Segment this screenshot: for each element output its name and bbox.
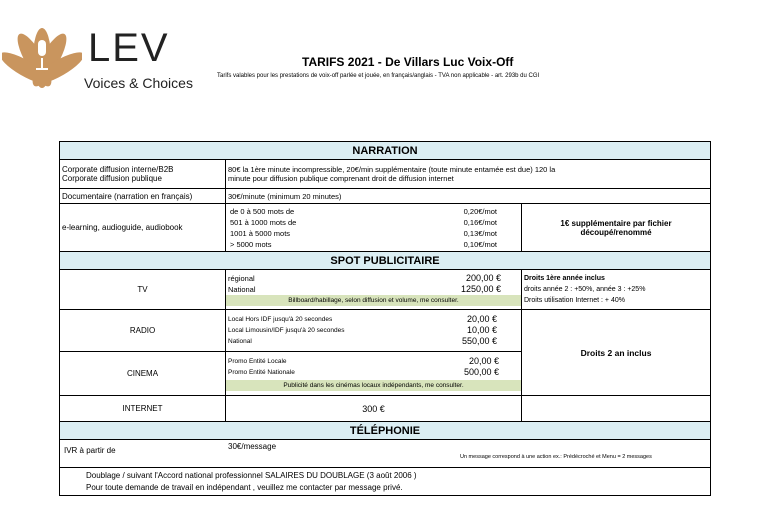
elearning-note: 1€ supplémentaire par fichier découpé/renommé [522, 204, 711, 252]
elearning-tiers [226, 204, 522, 252]
cinema-row-label: Promo Entité Nationale [228, 369, 295, 376]
radio-row-label: Local Limousin/IDF jusqu'à 20 secondes [228, 327, 345, 334]
tier-range: de 0 à 500 mots de [230, 206, 295, 216]
corporate-price [226, 160, 711, 189]
cinema-label: CINEMA [60, 352, 226, 396]
radio-label: RADIO [60, 310, 226, 352]
page-title: TARIFS 2021 - De Villars Luc Voix-Off [302, 55, 514, 69]
documentary-label: Documentaire (narration en français) [60, 189, 226, 204]
cinema-row [226, 356, 521, 367]
documentary-price: 30€/minute (minimum 20 minutes) [226, 189, 711, 204]
footer-cell [60, 468, 711, 496]
tier-row [230, 206, 517, 217]
internet-label: INTERNET [60, 396, 226, 422]
logo [2, 18, 202, 98]
section-spot-heading: SPOT PUBLICITAIRE [60, 252, 711, 270]
tv-rights-internet: Droits utilisation Internet : + 40% [524, 297, 625, 304]
tier-row [230, 217, 517, 228]
tv-row [226, 284, 521, 295]
internet-rights-empty [522, 396, 711, 422]
rights-2yr: Droits 2 an inclus [522, 310, 711, 396]
radio-row-price: 10,00 € [466, 325, 497, 335]
tier-price: 0,13€/mot [463, 228, 497, 238]
tier-price: 0,16€/mot [463, 217, 497, 227]
footer-dubbing: Doublage / suivant l'Accord national professionnel SALAIRES DU DOUBLAGE (3 août 2006 ) [86, 470, 417, 480]
internet-price: 300 € [226, 396, 522, 422]
cinema-row-price: 20,00 € [468, 356, 499, 366]
tv-rights [522, 270, 711, 310]
radio-row-label: Local Hors IDF jusqu'à 20 secondes [228, 316, 333, 323]
logo-tagline: Voices & Choices [84, 75, 193, 91]
tv-row-price: 1250,00 € [460, 284, 501, 294]
tier-range: 501 à 1000 mots de [230, 217, 297, 227]
cinema-row [226, 367, 521, 378]
tariff-table [59, 141, 711, 496]
tier-price: 0,20€/mot [463, 206, 497, 216]
ivr-label: IVR à partir de [64, 446, 116, 455]
tier-price: 0,10€/mot [463, 239, 497, 249]
cinema-row-price: 500,00 € [463, 367, 499, 377]
radio-prices [226, 310, 522, 352]
radio-row-price: 550,00 € [461, 336, 497, 346]
page-subtitle: Tarifs valables pour les prestations de voix-off parlée et jouée, en français/anglais - TVA non applicable - art. 293b du CGI [217, 73, 540, 79]
section-telephonie-heading: TÉLÉPHONIE [60, 422, 711, 440]
radio-row-price: 20,00 € [466, 314, 497, 324]
radio-row [228, 325, 519, 336]
lotus-microphone-icon [2, 18, 82, 98]
tier-range: 1001 à 5000 mots [230, 228, 291, 238]
corporate-label-public: Corporate diffusion publique [62, 174, 162, 183]
corporate-label-internal: Corporate diffusion interne/B2B [62, 165, 174, 174]
tier-row [230, 228, 517, 239]
tv-row-label: National [228, 285, 256, 294]
section-narration-heading: NARRATION [60, 142, 711, 160]
tier-range: > 5000 mots [230, 239, 272, 249]
tier-row [230, 239, 517, 250]
tv-rights-year2: droits année 2 : +50%, année 3 : +25% [524, 286, 646, 293]
ivr-row [60, 440, 711, 468]
tv-row-label: régional [228, 274, 255, 283]
elearning-label: e-learning, audioguide, audiobook [60, 204, 226, 252]
tv-row-price: 200,00 € [465, 273, 501, 283]
cinema-row-label: Promo Entité Locale [228, 358, 287, 365]
cinema-note: Publicité dans les cinémas locaux indépendants, me consulter. [226, 380, 521, 391]
ivr-note: Un message correspond à une action ex.: Prédécroché et Menu = 2 messages [460, 454, 652, 460]
ivr-price: 30€/message [228, 442, 277, 451]
tv-label: TV [60, 270, 226, 310]
cinema-prices [226, 352, 522, 396]
radio-row [228, 314, 519, 325]
tv-rights-year1: Droits 1ère année inclus [524, 275, 605, 282]
logo-brand: LEV [88, 26, 170, 70]
radio-row-label: National [228, 338, 252, 345]
radio-row [228, 336, 519, 347]
tv-prices [226, 270, 522, 310]
corporate-text-line1: 80€ la 1ère minute incompressible, 20€/min supplémentaire (toute minute entamée est due) 120 la [228, 165, 556, 174]
tv-note: Billboard/habillage, selon diffusion et volume, me consulter. [226, 295, 521, 306]
corporate-label [60, 160, 226, 189]
corporate-text-line2: minute pour diffusion publique comprenant droit de diffusion internet [228, 174, 454, 183]
footer-contact: Pour toute demande de travail en indépendant , veuillez me contacter par message privé. [86, 482, 403, 492]
tv-row [226, 273, 521, 284]
